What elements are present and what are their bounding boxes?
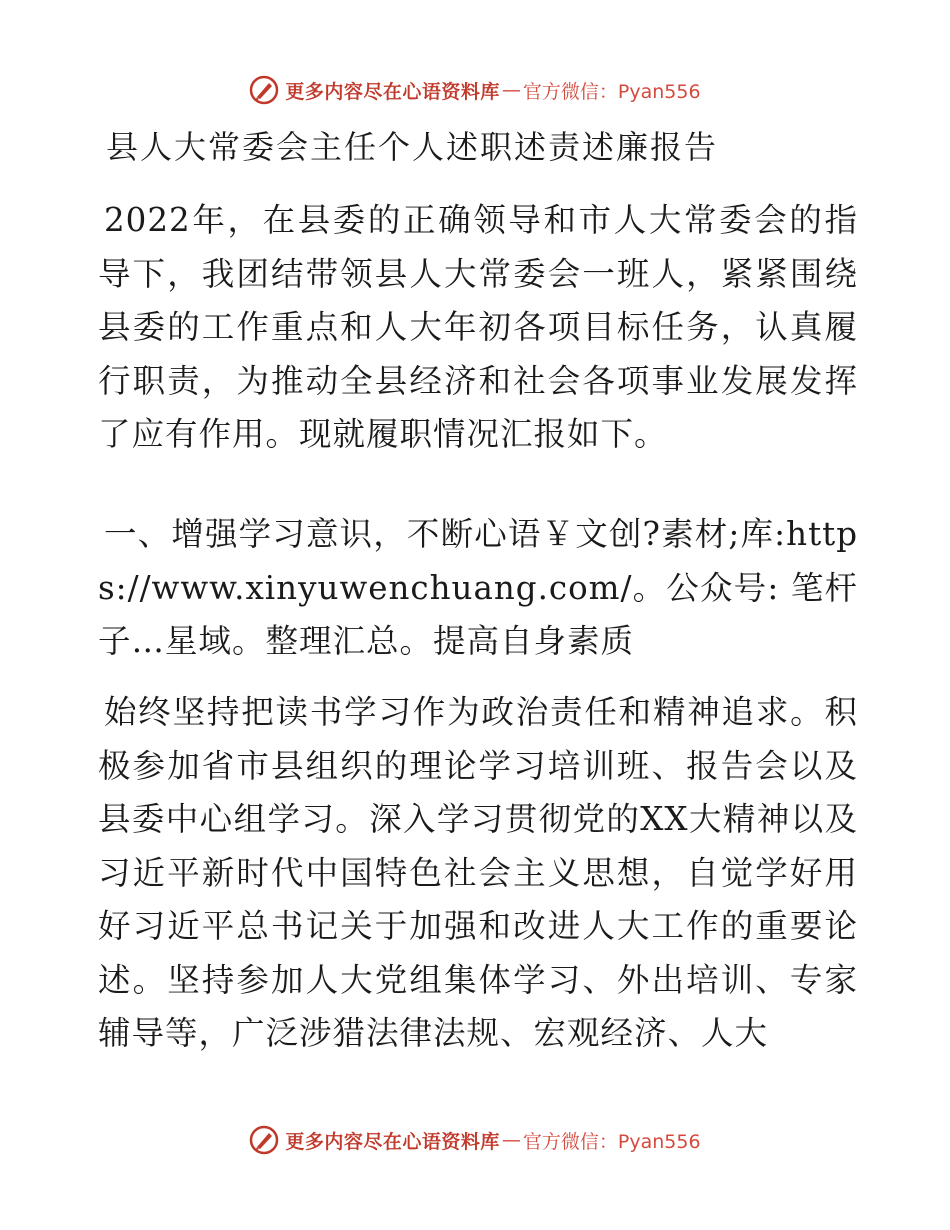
official-wechat-text: 官方微信：Pyan556 (522, 80, 701, 103)
brand-text: 更多内容尽在心语资料库 (285, 80, 500, 103)
header-watermark-banner (0, 70, 950, 110)
section-1-heading-tail: 。公众号: 笔杆子…星域。整理汇总。提高自身素质 (98, 568, 858, 660)
banner-dash: — (501, 79, 521, 101)
section-1-heading (98, 508, 858, 669)
source-url: https://www.xinyuwenchuang.com/ (98, 515, 858, 607)
pen-logo-icon (249, 75, 279, 105)
document-title: 县人大常委会主任个人述职述责述廉报告 (106, 128, 719, 166)
section-1-heading-text: 一、增强学习意识，不断心语￥文创?素材;库: (104, 515, 787, 553)
intro-paragraph-text: 2022年，在县委的正确领导和市人大常委会的指导下，我团结带领县人大常委会一班人，紧紧围绕县委的工作重点和人大年初各项目标任务，认真履行职责，为推动全县经济和社会各项事业发展发挥了应有作用。现就履职情况汇报如下。 (98, 201, 858, 453)
study-paragraph (98, 686, 858, 1061)
footer-watermark-banner (0, 1120, 950, 1160)
study-paragraph-text: 始终坚持把读书学习作为政治责任和精神追求。积极参加省市县组织的理论学习培训班、报告会以及县委中心组学习。深入学习贯彻党的XX大精神以及习近平新时代中国特色社会主义思想，自觉学好用好习近平总书记关于加强和改进人大工作的重要论述。坚持参加人大党组集体学习、外出培训、专家辅导等，广泛涉猎法律法规、宏观经济、人大 (98, 693, 858, 1052)
brand-text: 更多内容尽在心语资料库 (285, 1130, 500, 1153)
intro-paragraph (98, 194, 858, 462)
pen-logo-icon (249, 1125, 279, 1155)
banner-dash: — (501, 1129, 521, 1151)
official-wechat-text: 官方微信：Pyan556 (522, 1130, 701, 1153)
